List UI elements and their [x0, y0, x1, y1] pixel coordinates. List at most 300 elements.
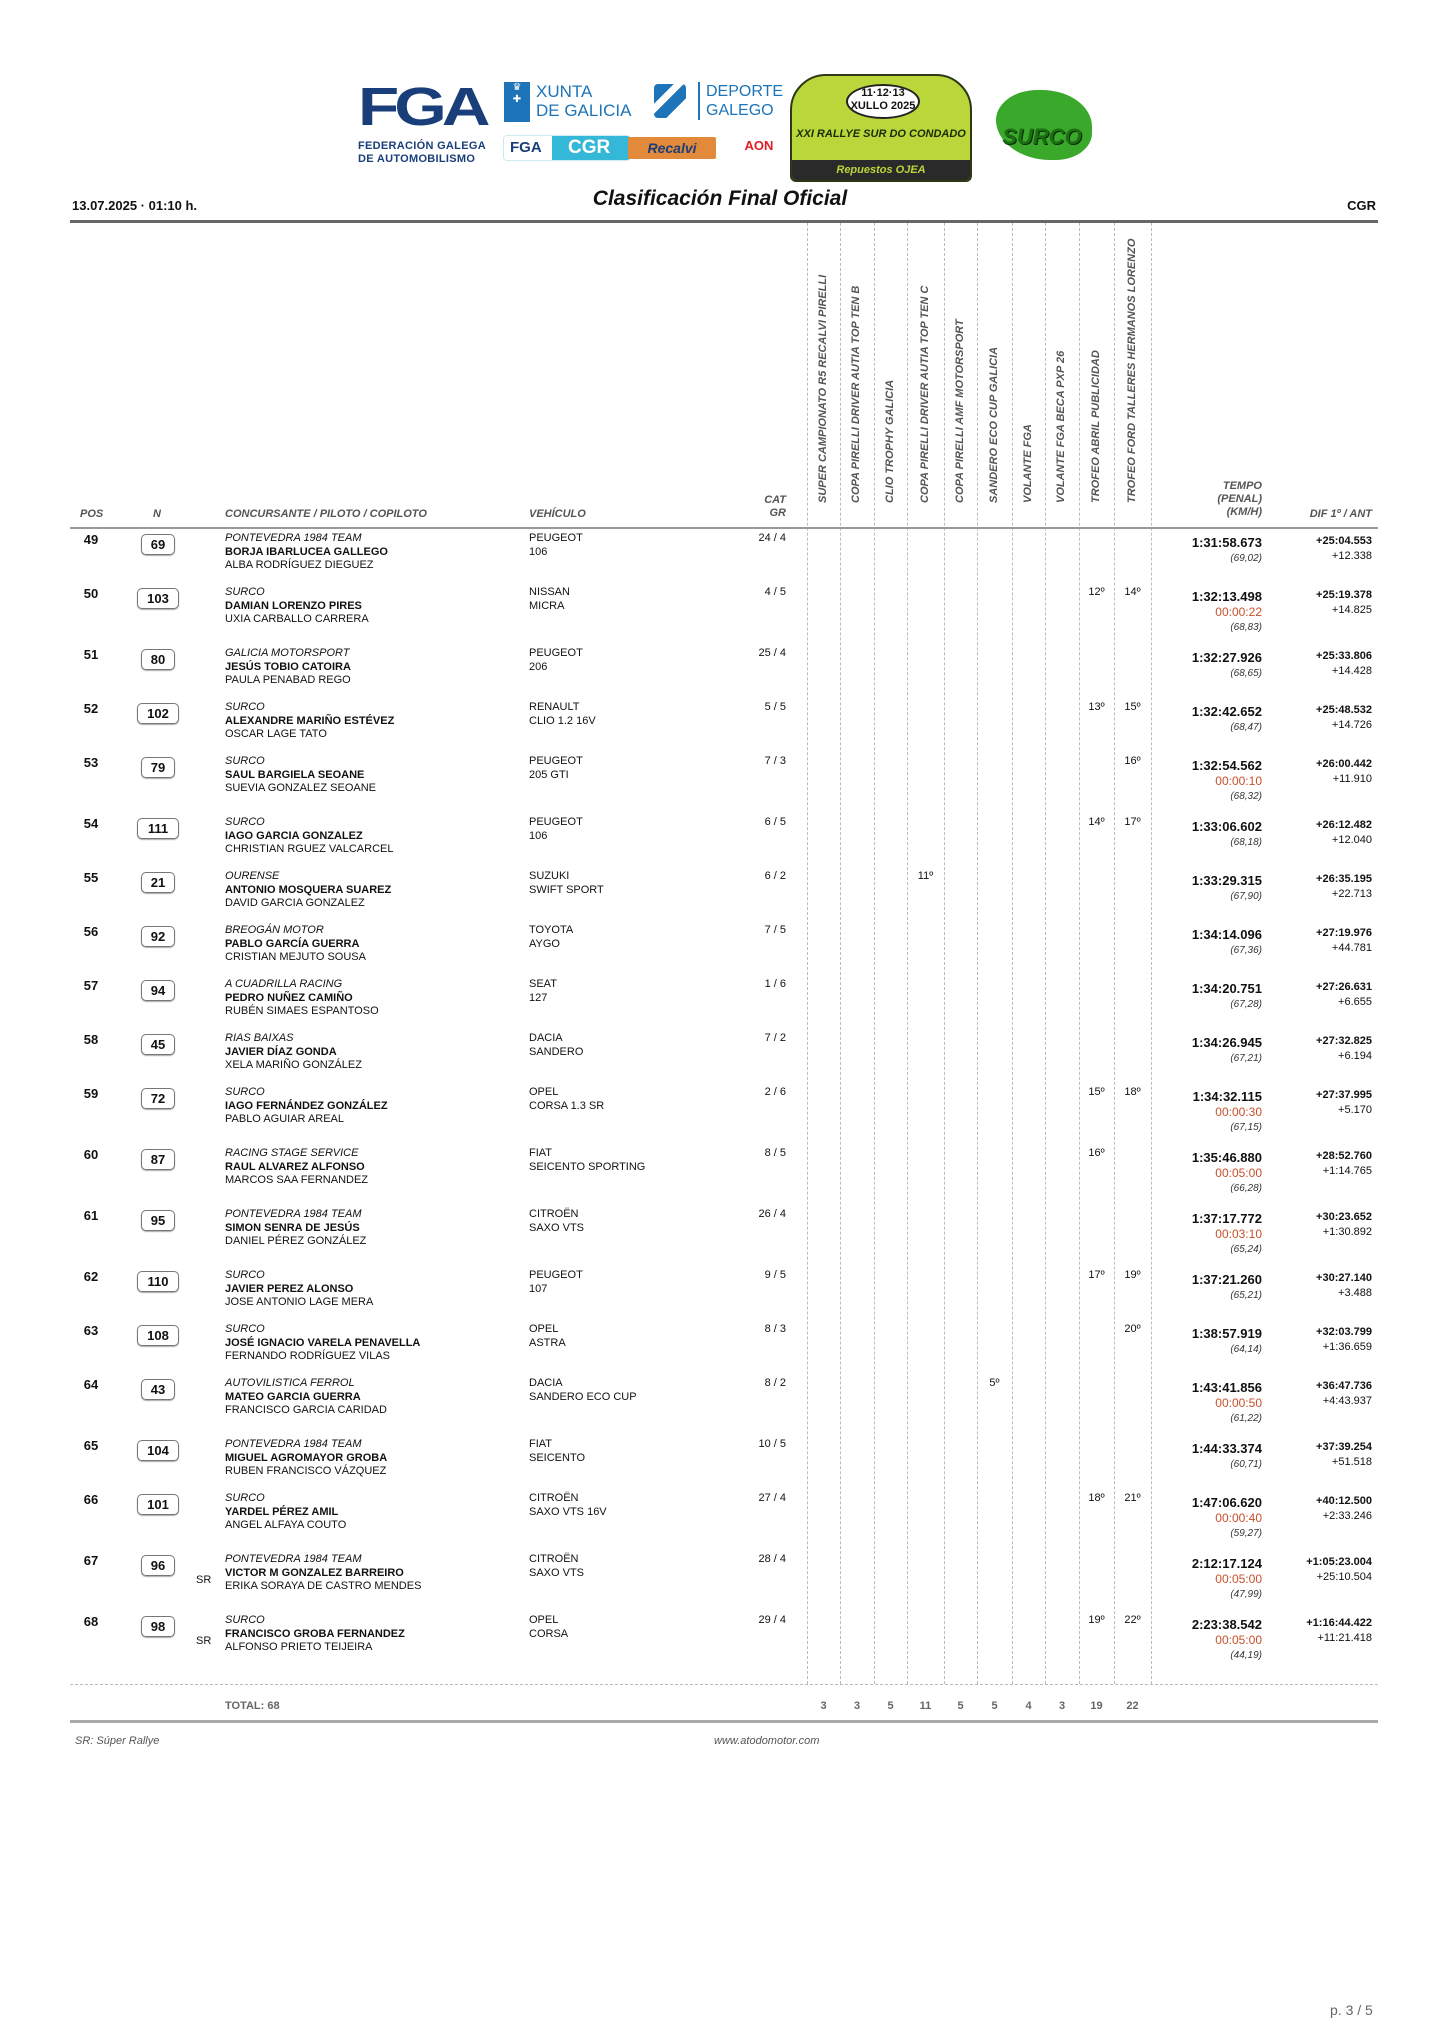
category-group: 10 / 5 [758, 1438, 786, 1450]
trophy-column-label: COPA PIRELLI DRIVER AUTIA TOP TEN C [918, 285, 931, 503]
table-row [70, 1208, 1378, 1258]
surco-logo-text: SURCO [1002, 124, 1082, 149]
table-row [70, 1492, 1378, 1542]
table-row [70, 1377, 1378, 1427]
codriver-name: RUBÉN SIMAES ESPANTOSO [225, 1005, 379, 1017]
trophy-total: 5 [991, 1700, 998, 1712]
rally-name: XXI RALLYE SUR DO CONDADO [796, 128, 966, 140]
driver-name: JESÚS TOBIO CATOIRA [225, 661, 351, 673]
gap-to-leader: +27:19.976 [1316, 927, 1372, 939]
gap-to-leader: +37:39.254 [1316, 1441, 1372, 1453]
position: 65 [83, 1438, 99, 1453]
car-number-badge: 111 [137, 818, 179, 839]
table-end-rule [70, 1684, 1378, 1685]
trophy-total: 4 [1025, 1700, 1032, 1712]
gap-to-previous: +3.488 [1338, 1287, 1372, 1299]
total-time: 1:33:29.315 [1191, 873, 1262, 888]
entrant-team: SURCO [225, 1614, 265, 1626]
trophy-column-label: TROFEO ABRIL PUBLICIDAD [1089, 350, 1102, 503]
position: 50 [83, 586, 99, 601]
vehicle-model: 106 [529, 830, 548, 842]
rally-dates [846, 84, 920, 119]
entrant-team: OURENSE [225, 870, 280, 882]
vehicle-model: CORSA 1.3 SR [529, 1100, 605, 1112]
average-speed: (68,32) [1230, 791, 1262, 802]
column-header-rule [70, 527, 1378, 529]
category-group: 9 / 5 [764, 1269, 786, 1281]
driver-name: SIMON SENRA DE JESÚS [225, 1222, 360, 1234]
vehicle-model: SEICENTO [529, 1452, 586, 1464]
penalty-time: 00:00:40 [1215, 1511, 1262, 1525]
car-number-badge: 110 [137, 1271, 179, 1292]
column-header-crew: CONCURSANTE / PILOTO / COPILOTO [225, 508, 427, 520]
trophy-position: 13º [1088, 701, 1105, 713]
fga-logo-line2: DE AUTOMOBILISMO [358, 153, 476, 165]
total-time: 1:32:13.498 [1191, 589, 1262, 604]
codriver-name: OSCAR LAGE TATO [225, 728, 327, 740]
vehicle-model: 107 [529, 1283, 548, 1295]
position: 68 [83, 1614, 99, 1629]
rally-sponsor: Repuestos OJEA [792, 160, 970, 180]
deporte-line1: DEPORTE [706, 83, 784, 100]
car-number-badge: 92 [141, 926, 175, 947]
trophy-total: 19 [1090, 1700, 1103, 1712]
entrant-team: SURCO [225, 816, 265, 828]
car-number-badge: 69 [141, 534, 175, 555]
car-number-badge: 103 [137, 588, 179, 609]
entrant-team: GALICIA MOTORSPORT [225, 647, 350, 659]
table-row [70, 1147, 1378, 1197]
position: 63 [83, 1323, 99, 1338]
footnote-sr: SR: Súper Rallye [75, 1735, 160, 1747]
table-row [70, 701, 1378, 751]
vehicle-model: 206 [529, 661, 548, 673]
car-number-badge: 95 [141, 1210, 175, 1231]
car-number-badge: 104 [137, 1440, 179, 1461]
table-row [70, 870, 1378, 920]
vehicle-model: ASTRA [529, 1337, 566, 1349]
trophy-total: 3 [853, 1700, 861, 1712]
gap-to-leader: +25:19.378 [1316, 589, 1372, 601]
trophy-column-label: CLIO TROPHY GALICIA [883, 379, 896, 503]
category-group: 8 / 3 [764, 1323, 786, 1335]
driver-name: RAUL ALVAREZ ALFONSO [225, 1161, 365, 1173]
trophy-position: 16º [1124, 755, 1141, 767]
deporte-line2: GALEGO [706, 102, 774, 119]
cgr-logo [504, 136, 630, 160]
entrant-team: PONTEVEDRA 1984 TEAM [225, 1553, 362, 1565]
codriver-name: XELA MARIÑO GONZÁLEZ [225, 1059, 362, 1071]
gap-to-leader: +27:26.631 [1316, 981, 1372, 993]
average-speed: (67,90) [1230, 891, 1262, 902]
gap-to-previous: +11.910 [1332, 773, 1372, 785]
penalty-time: 00:00:10 [1215, 774, 1262, 788]
vehicle-make: DACIA [529, 1032, 563, 1044]
vehicle-make: OPEL [529, 1614, 559, 1626]
entrant-team: RIAS BAIXAS [225, 1032, 294, 1044]
column-header-cat: CAT [764, 494, 786, 506]
entrant-team: AUTOVILISTICA FERROL [225, 1377, 355, 1389]
table-row [70, 755, 1378, 805]
vehicle-make: SUZUKI [529, 870, 570, 882]
trophy-position: 22º [1124, 1614, 1141, 1626]
penalty-time: 00:05:00 [1215, 1633, 1262, 1647]
vehicle-make: PEUGEOT [529, 816, 583, 828]
trophy-column-label: COPA PIRELLI DRIVER AUTIA TOP TEN B [850, 285, 862, 503]
category-group: 6 / 5 [764, 816, 786, 828]
vehicle-make: PEUGEOT [529, 532, 583, 544]
codriver-name: PAULA PENABAD REGO [225, 674, 351, 686]
vehicle-make: OPEL [529, 1086, 559, 1098]
super-rallye-flag: SR [196, 1574, 212, 1586]
average-speed: (68,18) [1230, 837, 1262, 848]
gap-to-leader: +1:05:23.004 [1306, 1556, 1372, 1568]
category-group: 7 / 3 [764, 755, 786, 767]
total-time: 1:33:06.602 [1191, 819, 1262, 834]
vehicle-model: SAXO VTS [529, 1222, 585, 1234]
position: 54 [83, 816, 99, 831]
gap-to-previous: +1:14.765 [1322, 1165, 1372, 1177]
vehicle-model: AYGO [529, 938, 560, 950]
category-group: 2 / 6 [764, 1086, 786, 1098]
driver-name: PABLO GARCÍA GUERRA [225, 938, 360, 950]
column-header-pos: POS [80, 508, 104, 520]
category-group: 5 / 5 [764, 701, 786, 713]
trophy-position: 11º [917, 870, 934, 882]
average-speed: (59,27) [1230, 1528, 1262, 1539]
category-group: 29 / 4 [758, 1614, 786, 1626]
footer-rule [70, 1720, 1378, 1723]
total-time: 1:32:27.926 [1191, 650, 1262, 665]
header-rule [70, 220, 1378, 223]
codriver-name: ALFONSO PRIETO TEIJEIRA [225, 1641, 373, 1653]
trophy-position: 12º [1088, 586, 1105, 598]
total-time: 1:31:58.673 [1191, 535, 1262, 550]
car-number-badge: 102 [137, 703, 179, 724]
category-group: 8 / 5 [764, 1147, 786, 1159]
average-speed: (44,19) [1230, 1650, 1262, 1661]
column-header-gr: GR [769, 507, 786, 519]
codriver-name: JOSE ANTONIO LAGE MERA [225, 1296, 374, 1308]
trophy-position: 17º [1088, 1269, 1105, 1281]
average-speed: (68,65) [1230, 668, 1262, 679]
position: 62 [83, 1269, 99, 1284]
table-row [70, 586, 1378, 636]
codriver-name: ANGEL ALFAYA COUTO [225, 1519, 347, 1531]
car-number-badge: 87 [141, 1149, 175, 1170]
trophy-position: 21º [1124, 1492, 1141, 1504]
average-speed: (67,36) [1230, 945, 1262, 956]
vehicle-model: SANDERO [529, 1046, 584, 1058]
table-row [70, 978, 1378, 1028]
trophy-column-label: COPA PIRELLI AMF MOTORSPORT [953, 319, 966, 503]
trophy-position: 18º [1088, 1492, 1105, 1504]
gap-to-previous: +22.713 [1331, 888, 1372, 900]
page-title: Clasificación Final Oficial [592, 187, 848, 210]
vehicle-model: CORSA [529, 1628, 569, 1640]
average-speed: (60,71) [1230, 1459, 1262, 1470]
trophy-position: 19º [1088, 1614, 1105, 1626]
entrant-team: A CUADRILLA RACING [225, 978, 343, 990]
driver-name: MIGUEL AGROMAYOR GROBA [225, 1452, 388, 1464]
codriver-name: FERNANDO RODRÍGUEZ VILAS [225, 1350, 391, 1362]
trophy-total: 22 [1126, 1700, 1139, 1712]
recalvi-logo: Recalvi [628, 137, 716, 159]
gap-to-previous: +12.338 [1331, 550, 1372, 562]
position: 61 [83, 1208, 99, 1223]
driver-name: ALEXANDRE MARIÑO ESTÉVEZ [225, 715, 395, 727]
gap-to-leader: +1:16:44.422 [1306, 1617, 1372, 1629]
penalty-time: 00:05:00 [1215, 1166, 1262, 1180]
category-group: 25 / 4 [758, 647, 786, 659]
entrant-team: SURCO [225, 1269, 265, 1281]
fga-logo-line1: FEDERACIÓN GALEGA [358, 140, 486, 152]
vehicle-model: MICRA [529, 600, 565, 612]
trophy-position: 20º [1124, 1323, 1141, 1335]
average-speed: (67,28) [1230, 999, 1262, 1010]
car-number-badge: 21 [141, 872, 175, 893]
driver-name: ANTONIO MOSQUERA SUAREZ [225, 884, 392, 896]
trophy-column-label: VOLANTE FGA [1021, 424, 1034, 503]
gap-to-previous: +44.781 [1331, 942, 1372, 954]
car-number-badge: 108 [137, 1325, 179, 1346]
cgr-logo-fga: FGA [510, 139, 542, 156]
category-group: 24 / 4 [758, 532, 786, 544]
codriver-name: ALBA RODRÍGUEZ DIEGUEZ [225, 559, 374, 571]
gap-to-leader: +25:04.553 [1316, 535, 1372, 547]
rally-dates-days: 11·12·13 [861, 87, 905, 99]
table-row [70, 1323, 1378, 1373]
trophy-position: 15º [1124, 701, 1141, 713]
gap-to-previous: +1:30.892 [1322, 1226, 1372, 1238]
entrant-team: PONTEVEDRA 1984 TEAM [225, 532, 362, 544]
category-group: 7 / 5 [764, 924, 786, 936]
vehicle-make: FIAT [529, 1147, 553, 1159]
position: 57 [83, 978, 99, 993]
fga-logo [358, 77, 493, 172]
vehicle-model: SAXO VTS [529, 1567, 585, 1579]
category-group: 1 / 6 [764, 978, 786, 990]
position: 55 [83, 870, 99, 885]
position: 56 [83, 924, 99, 939]
gap-to-previous: +14.726 [1331, 719, 1372, 731]
column-header-kmh: (KM/H) [1226, 506, 1262, 518]
xunta-line2: DE GALICIA [536, 101, 632, 120]
driver-name: VICTOR M GONZALEZ BARREIRO [225, 1567, 404, 1579]
championship-label: CGR [1347, 198, 1376, 213]
driver-name: JAVIER PEREZ ALONSO [225, 1283, 354, 1295]
position: 66 [83, 1492, 99, 1507]
trophy-position: 19º [1124, 1269, 1141, 1281]
vehicle-make: CITROËN [529, 1208, 579, 1220]
gap-to-leader: +36:47.736 [1316, 1380, 1372, 1392]
total-count: TOTAL: 68 [225, 1700, 280, 1712]
vehicle-model: SEICENTO SPORTING [529, 1161, 646, 1173]
gap-to-previous: +6.194 [1338, 1050, 1372, 1062]
trophy-column-label: SANDERO ECO CUP GALICIA [987, 346, 1000, 503]
entrant-team: SURCO [225, 1086, 265, 1098]
car-number-badge: 43 [141, 1379, 175, 1400]
table-row [70, 1553, 1378, 1603]
column-header-tempo: TEMPO [1222, 480, 1262, 492]
website-link[interactable]: www.atodomotor.com [714, 1735, 820, 1747]
position: 60 [83, 1147, 99, 1162]
position: 58 [83, 1032, 99, 1047]
deporte-galego-mark-icon [654, 84, 686, 118]
page-number: p. 3 / 5 [1330, 2002, 1373, 2018]
vehicle-model: 205 GTI [529, 769, 569, 781]
total-time: 1:44:33.374 [1191, 1441, 1262, 1456]
driver-name: MATEO GARCIA GUERRA [225, 1391, 361, 1403]
table-row [70, 1086, 1378, 1136]
vehicle-make: CITROËN [529, 1492, 579, 1504]
driver-name: YARDEL PÉREZ AMIL [225, 1506, 339, 1518]
vehicle-model: SANDERO ECO CUP [529, 1391, 637, 1403]
total-time: 1:47:06.620 [1191, 1495, 1262, 1510]
trophy-total: 3 [1058, 1700, 1066, 1712]
vehicle-make: PEUGEOT [529, 647, 583, 659]
driver-name: IAGO FERNÁNDEZ GONZÁLEZ [225, 1100, 388, 1112]
gap-to-previous: +4:43.937 [1322, 1395, 1372, 1407]
vehicle-model: 127 [529, 992, 548, 1004]
trophy-total: 3 [820, 1700, 827, 1712]
total-time: 1:43:41.856 [1191, 1380, 1262, 1395]
codriver-name: UXIA CARBALLO CARRERA [225, 613, 369, 625]
position: 53 [83, 755, 99, 770]
vehicle-model: 106 [529, 546, 548, 558]
table-row [70, 1614, 1378, 1664]
gap-to-previous: +1:36.659 [1322, 1341, 1372, 1353]
average-speed: (64,14) [1230, 1344, 1262, 1355]
table-row [70, 1032, 1378, 1082]
trophy-position: 17º [1124, 816, 1141, 828]
car-number-badge: 94 [141, 980, 175, 1001]
total-time: 1:34:20.751 [1191, 981, 1262, 996]
gap-to-previous: +6.655 [1338, 996, 1372, 1008]
total-time: 1:34:26.945 [1191, 1035, 1262, 1050]
penalty-time: 00:05:00 [1215, 1572, 1262, 1586]
gap-to-previous: +25:10.504 [1316, 1571, 1372, 1583]
average-speed: (67,15) [1230, 1122, 1262, 1133]
entrant-team: SURCO [225, 1323, 265, 1335]
category-group: 4 / 5 [764, 586, 786, 598]
column-header-category [740, 494, 786, 520]
vehicle-model: SWIFT SPORT [529, 884, 604, 896]
codriver-name: MARCOS SAA FERNANDEZ [225, 1174, 369, 1186]
vehicle-make: PEUGEOT [529, 1269, 583, 1281]
category-group: 27 / 4 [758, 1492, 786, 1504]
codriver-name: DANIEL PÉREZ GONZÁLEZ [225, 1235, 367, 1247]
category-group: 7 / 2 [764, 1032, 786, 1044]
average-speed: (47,99) [1230, 1589, 1262, 1600]
codriver-name: ERIKA SORAYA DE CASTRO MENDES [225, 1580, 422, 1592]
driver-name: JOSÉ IGNACIO VARELA PENAVELLA [225, 1337, 421, 1349]
trophy-total: 5 [887, 1700, 894, 1712]
trophy-position: 15º [1088, 1086, 1105, 1098]
position: 52 [83, 701, 99, 716]
table-row [70, 532, 1378, 582]
column-header-vehicle: VEHÍCULO [529, 508, 586, 520]
car-number-badge: 96 [141, 1555, 175, 1576]
gap-to-leader: +26:35.195 [1316, 873, 1372, 885]
entrant-team: SURCO [225, 701, 265, 713]
vehicle-make: SEAT [529, 978, 557, 990]
xunta-emblem-icon: ♛ ✚ [504, 82, 530, 122]
gap-to-previous: +2:33.246 [1322, 1510, 1372, 1522]
category-group: 8 / 2 [764, 1377, 786, 1389]
codriver-name: FRANCISCO GARCIA CARIDAD [225, 1404, 387, 1416]
average-speed: (66,28) [1230, 1183, 1262, 1194]
total-time: 1:37:21.260 [1191, 1272, 1262, 1287]
gap-to-leader: +25:33.806 [1316, 650, 1372, 662]
total-time: 1:34:32.115 [1192, 1089, 1262, 1104]
gap-to-previous: +14.428 [1331, 665, 1372, 677]
vehicle-model: CLIO 1.2 16V [529, 715, 596, 727]
gap-to-previous: +5.170 [1338, 1104, 1372, 1116]
vehicle-make: OPEL [529, 1323, 559, 1335]
average-speed: (68,83) [1230, 622, 1262, 633]
entrant-team: BREOGÁN MOTOR [225, 924, 324, 936]
category-group: 26 / 4 [758, 1208, 786, 1220]
gap-to-leader: +25:48.532 [1316, 704, 1372, 716]
xunta-line1: XUNTA [536, 82, 593, 101]
entrant-team: SURCO [225, 586, 265, 598]
trophy-total: 5 [957, 1700, 964, 1712]
codriver-name: PABLO AGUIAR AREAL [225, 1113, 345, 1125]
codriver-name: CHRISTIAN RGUEZ VALCARCEL [225, 843, 394, 855]
driver-name: FRANCISCO GROBA FERNANDEZ [225, 1628, 405, 1640]
super-rallye-flag: SR [196, 1635, 212, 1647]
trophy-column-label: TROFEO FORD TALLERES HERMANOS LORENZO [1125, 238, 1138, 503]
deporte-galego-logo [654, 82, 784, 122]
sponsor-logos [358, 74, 1098, 180]
average-speed: (69,02) [1230, 553, 1262, 564]
column-header-time [1180, 480, 1262, 519]
gap-to-leader: +32:03.799 [1316, 1326, 1372, 1338]
penalty-time: 00:00:50 [1215, 1396, 1262, 1410]
rally-plate-logo [790, 74, 972, 182]
trophy-position: 5º [989, 1377, 1000, 1389]
vehicle-make: CITROËN [529, 1553, 579, 1565]
xunta-logo [504, 82, 644, 122]
column-header-number: N [153, 508, 161, 520]
trophy-position: 16º [1088, 1147, 1105, 1159]
category-group: 6 / 2 [764, 870, 786, 882]
driver-name: DAMIAN LORENZO PIRES [225, 600, 362, 612]
category-group: 28 / 4 [758, 1553, 786, 1565]
table-row [70, 1438, 1378, 1488]
escuderia-surco-logo [982, 90, 1098, 164]
penalty-time: 00:00:30 [1215, 1105, 1262, 1119]
total-time: 1:32:42.652 [1191, 704, 1262, 719]
total-time: 1:34:14.096 [1191, 927, 1262, 942]
car-number-badge: 98 [141, 1616, 175, 1637]
driver-name: JAVIER DÍAZ GONDA [225, 1046, 337, 1058]
gap-to-leader: +26:00.442 [1316, 758, 1372, 770]
car-number-badge: 72 [141, 1088, 175, 1109]
gap-to-previous: +51.518 [1331, 1456, 1372, 1468]
rally-dates-month: XULLO 2025 [850, 100, 916, 112]
car-number-badge: 101 [137, 1494, 179, 1515]
table-row [70, 1269, 1378, 1319]
vehicle-make: DACIA [529, 1377, 563, 1389]
position: 67 [83, 1553, 99, 1568]
gap-to-previous: +14.825 [1331, 604, 1372, 616]
cgr-logo-text: CGR [568, 137, 611, 158]
entrant-team: PONTEVEDRA 1984 TEAM [225, 1208, 362, 1220]
codriver-name: CRISTIAN MEJUTO SOUSA [225, 951, 366, 963]
total-time: 1:37:17.772 [1191, 1211, 1262, 1226]
